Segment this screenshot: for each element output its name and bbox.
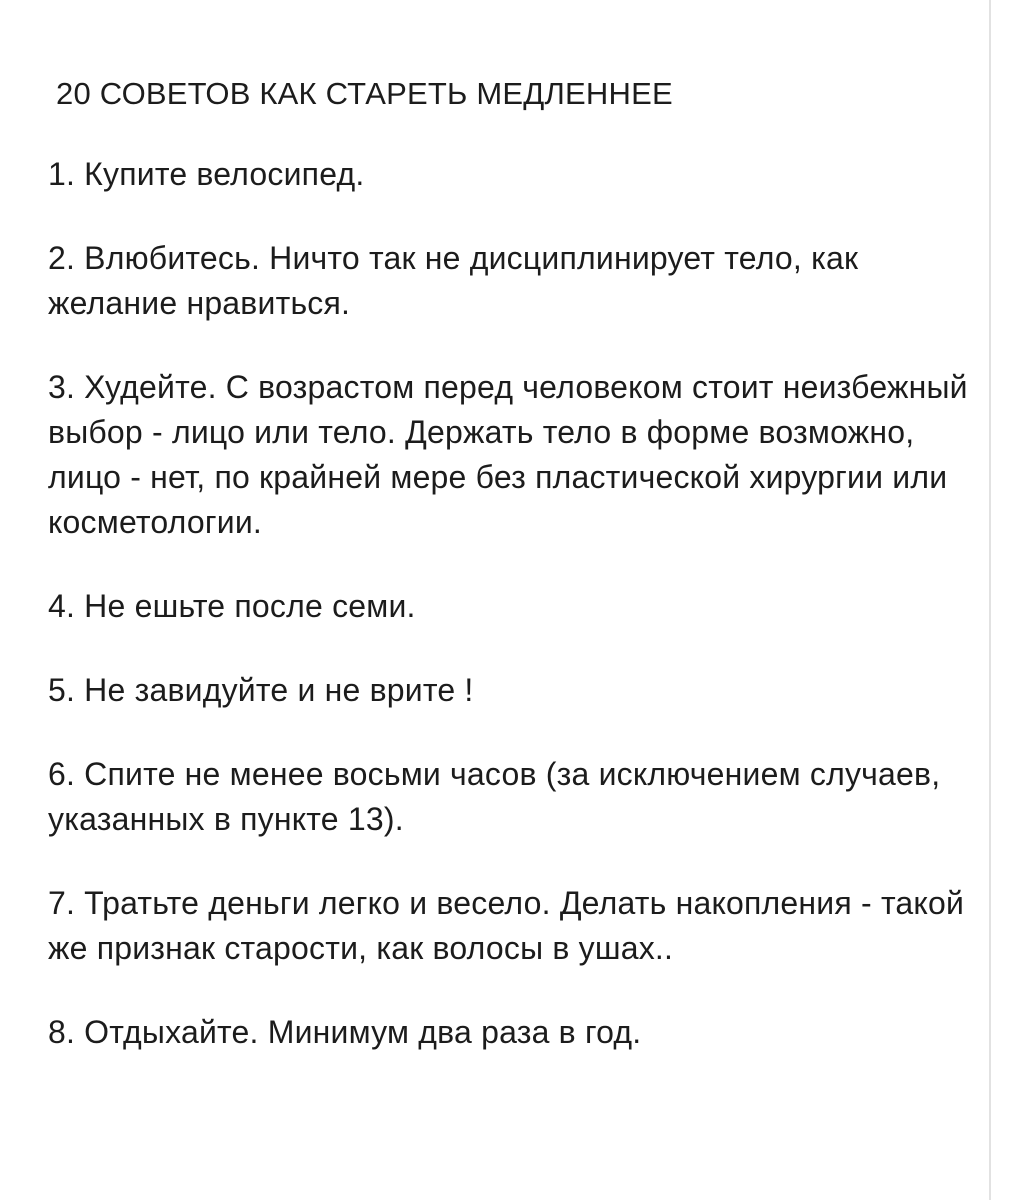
tip-item-1: 1. Купите велосипед. xyxy=(48,156,365,192)
article-content xyxy=(48,72,978,1094)
tip-item-3: 3. Худейте. С возрастом перед человеком стоит неизбежный выбор - лицо или тело. Держать тело в форме возможно, лицо - нет, по крайней мере без пластической хирургии или косметологии. xyxy=(48,369,968,540)
tip-item-7: 7. Тратьте деньги легко и весело. Делать накопления - такой же признак старости, как волосы в ушах.. xyxy=(48,885,965,966)
tip-item-2: 2. Влюбитесь. Ничто так не дисциплинирует тело, как желание нравиться. xyxy=(48,240,859,321)
tip-item-4: 4. Не ешьте после семи. xyxy=(48,588,416,624)
page-title: 20 СОВЕТОВ КАК СТАРЕТЬ МЕДЛЕННЕЕ xyxy=(56,76,673,111)
scroll-edge-divider xyxy=(989,0,991,1200)
tip-item-5: 5. Не завидуйте и не врите ! xyxy=(48,672,474,708)
tip-item-8: 8. Отдыхайте. Минимум два раза в год. xyxy=(48,1014,642,1050)
tip-item-6: 6. Спите не менее восьми часов (за исключением случаев, указанных в пункте 13). xyxy=(48,756,941,837)
